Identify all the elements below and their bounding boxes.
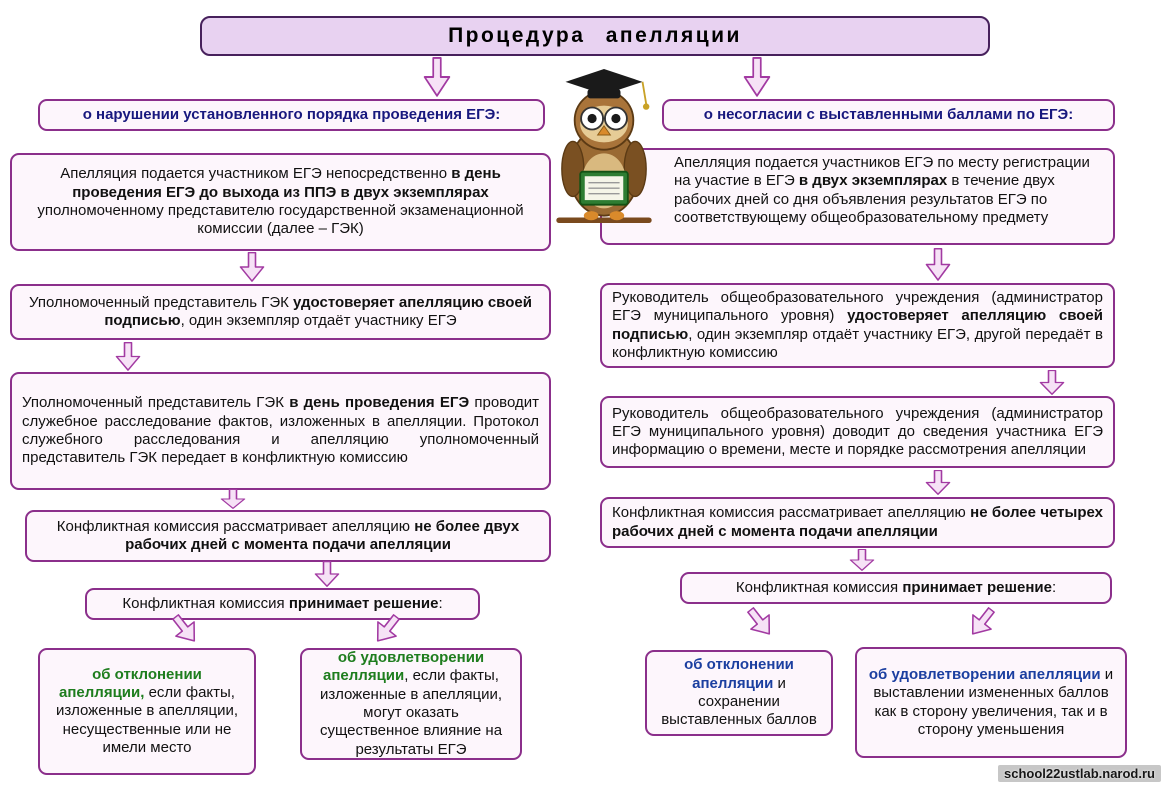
right-step-1-text: Апелляция подается участников ЕГЭ по месту регистрации на участие в ЕГЭ в двух экземплярах в течение двух рабочих дней со дня объявления результатов ЕГЭ по соответствующему общеобразовательному предмету [674, 154, 1090, 226]
left-outcome-reject [38, 648, 256, 775]
left-step-3-text: Уполномоченный представитель ГЭК в день проведения ЕГЭ проводит служебное расследование фактов, изложенных в апелляции. Протокол служебного расследования и апелляцию уполномоченный представитель ГЭК передает в конфликтную комиссию [22, 394, 539, 467]
right-outcome-reject [645, 650, 833, 736]
left-step-4-text: Конфликтная комиссия рассматривает апелляцию не более двух рабочих дней с момента подачи апелляции [56, 517, 520, 553]
watermark: school22ustlab.narod.ru [998, 765, 1161, 782]
right-step-4 [600, 497, 1115, 548]
left-outcome-satisfy [300, 648, 522, 760]
left-decision-text: Конфликтная комиссия принимает решение: [122, 594, 443, 612]
arrow-down-icon [220, 489, 246, 509]
right-step-3-text: Руководитель общеобразовательного учреждения (администратор ЕГЭ муниципального уровня) доводит до сведения участника ЕГЭ информацию о времени, месте и порядке рассмотрения апелляции [612, 404, 1103, 459]
left-step-1-text: Апелляция подается участником ЕГЭ непосредственно в день проведения ЕГЭ до выхода из ППЭ в двух экземплярах уполномоченному представителю государственной экзаменационной комиссии (далее – ГЭК) [37, 165, 524, 238]
right-outcome-satisfy [855, 647, 1127, 758]
right-step-2-text: Руководитель общеобразовательного учреждения (администратор ЕГЭ муниципального уровня) удостоверяет апелляцию своей подписью, один экземпляр отдаёт участнику ЕГЭ, другой передаёт в конфликтную комиссию [612, 288, 1104, 361]
right-step-1 [600, 148, 1115, 245]
arrow-down-icon [743, 57, 771, 97]
arrow-down-icon [925, 470, 951, 495]
right-outcome-satisfy-text: об удовлетворении апелляции и выставлении измененных баллов как в сторону увеличения, так и в сторону уменьшения [868, 665, 1114, 738]
right-step-4-text: Конфликтная комиссия рассматривает апелляцию не более четырех рабочих дней с момента подачи апелляции [612, 504, 1103, 540]
left-step-2 [10, 284, 551, 340]
left-step-2-text: Уполномоченный представитель ГЭК удостоверяет апелляцию своей подписью, один экземпляр отдаёт участнику ЕГЭ [29, 293, 532, 329]
owl-mascot-image [549, 60, 659, 232]
right-decision-text: Конфликтная комиссия принимает решение: [735, 578, 1057, 596]
left-column-header-text: о нарушении установленного порядка проведения ЕГЭ: [82, 105, 501, 123]
arrow-down-icon [849, 549, 875, 571]
arrow-diagonal-right-icon [962, 601, 1002, 642]
left-step-1 [10, 153, 551, 251]
right-decision [680, 572, 1112, 604]
page-title-text: Процедура апелляции [448, 24, 742, 48]
arrow-diagonal-left-icon [740, 601, 780, 642]
right-column-header-text: о несогласии с выставленными баллами по ЕГЭ: [703, 105, 1074, 123]
left-step-3 [10, 372, 551, 490]
arrow-down-icon [1039, 370, 1065, 395]
arrow-down-icon [115, 342, 141, 371]
right-step-2 [600, 283, 1115, 368]
arrow-down-icon [925, 248, 951, 281]
arrow-down-icon [423, 57, 451, 97]
left-column-header [38, 99, 545, 131]
left-outcome-reject-text: об отклонении апелляции, если факты, изложенные в апелляции, несущественные или не имели место [55, 665, 238, 756]
left-decision [85, 588, 480, 620]
right-outcome-reject-text: об отклонении апелляции и сохранении выставленных баллов [661, 656, 817, 729]
right-step-3 [600, 396, 1115, 468]
left-step-4 [25, 510, 551, 562]
arrow-down-icon [314, 561, 340, 587]
page-title [200, 16, 990, 56]
arrow-down-icon [239, 252, 265, 282]
right-column-header [662, 99, 1115, 131]
left-outcome-satisfy-text: об удовлетворении апелляции, если факты, изложенные в апелляции, могут оказать существенное влияние на результаты ЕГЭ [319, 649, 503, 758]
